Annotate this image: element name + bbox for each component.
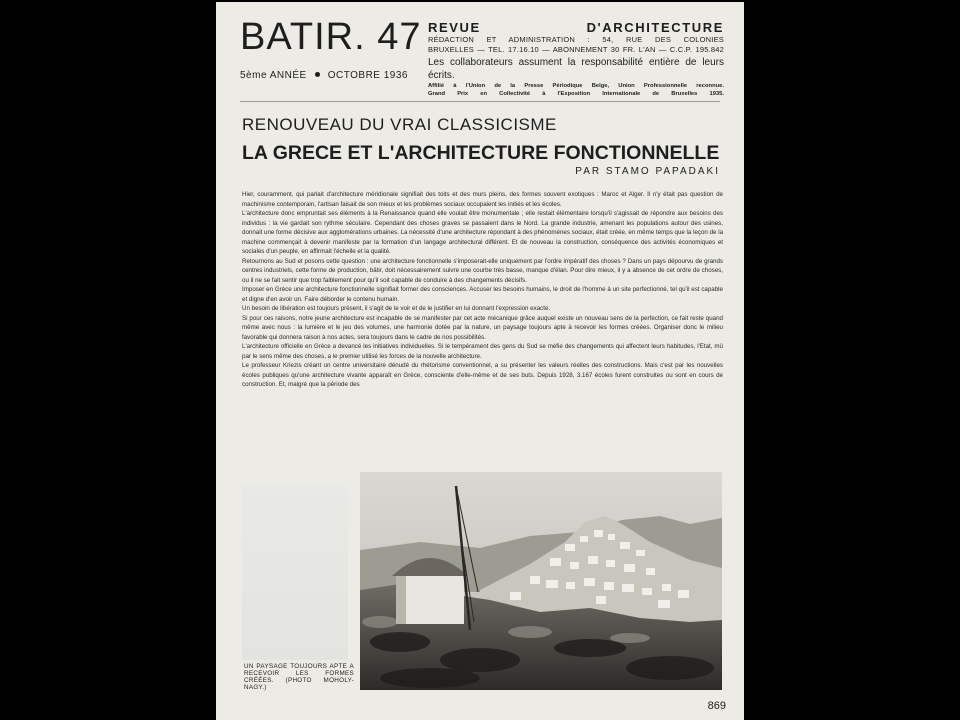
address-line: BRUXELLES — TEL. 17.16.10 — ABONNEMENT 30 FR. L'AN — C.C.P. 195.842 — [428, 45, 724, 54]
redaction-line: RÉDACTION ET ADMINISTRATION : 54, RUE DES COLONIES — [428, 35, 724, 44]
prize-line: Grand Prix en Collectivité à l'Exposition Internationale de Bruxelles 1935. — [428, 91, 724, 97]
masthead-info — [428, 20, 724, 98]
paragraph: L'architecture donc empruntait ses éléments à la Renaissance quand elle voulait être monumentale ; elle restait élémentaire lorsqu'il s'agissait de répondre aux besoins des individus : la vie gardait son rythme séculaire. Cependant des choses graves se passaient dans le Nord. La grande industrie, amenant les populations autour des usines, donnait une forme décisive aux agglomérations urbaines. La nécessité d'une architecture répondant à des phénomènes sociaux, était créée, en même temps que la leçon de la machine commençait à devenir manifeste par la formation d'un langage architectural différent. Et de nouveau la construction, conséquence des activités économiques et sociales d'un peuple, en affirmait l'échelle et la qualité. — [242, 210, 724, 255]
masthead-divider — [240, 101, 720, 102]
collaborators-note: Les collaborateurs assument la responsabilité entière de leurs écrits. — [428, 57, 724, 81]
revue-title: REVUE D'ARCHITECTURE — [428, 20, 724, 35]
affiliation-line: Affilié à l'Union de la Presse Périodique Belge, Union Professionnelle reconnue. — [428, 83, 724, 89]
paragraph: L'architecture officielle en Grèce a devancé les initiatives individuelles. Si le tempérament des gens du Sud se méfie des changements qui affectent leurs habitudes, l'Etat, mû par le sens même des choses, a le premier utilisé les forces de la nouvelle architecture. — [242, 343, 723, 360]
paragraph: Si pour ces raisons, notre jeune architecture est incapable de se manifester par cet acte mécanique grâce auquel existe un nouveau sens de la perfection, ce fait reste quand même avec nous : la lumière et le jeu des volumes, une harmonie dotée par la nature, un paysage toujours apte à recevoir les formes créées. Organiser donc le milieu favorable qui donnera raison à nos actes, sera toujours dans le cadre de nos possibilités. — [242, 314, 723, 341]
paragraph: Un besoin de libération est toujours présent, il s'agit de le voir et de le justifier en lui donnant l'expression exacte. — [242, 305, 551, 312]
paragraph: Retournons au Sud et posons cette question : une architecture fonctionnelle s'imposerait-elle uniquement par l'ordre impératif des choses ? Dans un pays dépourvu de grands centres industriels, cette forme de production, bâtir, doit nécessairement suivre une courbe très basse, manque d'élan. Pour dire mieux, il y a absence de cet ordre de choses, ou il ne se fait sentir que trop faiblement pour qu'il soit capable de conduire à des changements décisifs. — [242, 257, 723, 284]
article-title: LA GRECE ET L'ARCHITECTURE FONCTIONNELLE — [242, 142, 720, 164]
magazine-page — [216, 2, 744, 720]
photo-caption: UN PAYSAGE TOUJOURS APTE A RECEVOIR LES FORMES CRÉÉES. (PHOTO MOHOLY-NAGY.) — [244, 663, 354, 691]
paragraph: Hier, couramment, qui parlait d'architecture méridionale signifiait des toits et des murs pleins, des formes souvent exotiques : Maroc et Alger. Il n'y était pas question de machinisme contemporain, l'artisan faisait de son mieux et les problèmes sociaux occupaient les initiés et les écoles. — [242, 191, 723, 208]
issue-date: OCTOBRE 1936 — [327, 70, 408, 81]
page-number: 869 — [707, 700, 726, 712]
landscape-photo — [360, 472, 722, 690]
issue-year: 5ème ANNÉE — [240, 70, 307, 81]
magazine-logo: BATIR. 47 — [240, 16, 422, 58]
article-author: PAR STAMO PAPADAKI — [575, 166, 720, 177]
bullet-dot-icon — [315, 72, 320, 77]
issue-line — [240, 70, 408, 81]
blank-panel — [242, 485, 348, 660]
paragraph: Le professeur Kriezis créant un centre universitaire dénudé du rhétorisme conventionnel, a su présenter les valeurs réelles des constructions. Mais c'est par les nouvelles écoles publiques qu'une architecture vivante apparaît en Grèce, consciente d'elle-même et de ses buts. Depuis 1928, 3.167 écoles furent construites ou sont en cours de construction. Et, malgré que la période des — [242, 362, 723, 388]
article-kicker: RENOUVEAU DU VRAI CLASSICISME — [242, 115, 557, 134]
article-body — [242, 190, 723, 390]
paragraph: Imposer en Grèce une architecture fonctionnelle signifiait former des consciences. Accuser les besoins humains, le droit de l'homme à un site perfectionné, tel qu'il est capable et digne d'en avoir un. Faire déborder le contenu humain. — [242, 286, 723, 303]
